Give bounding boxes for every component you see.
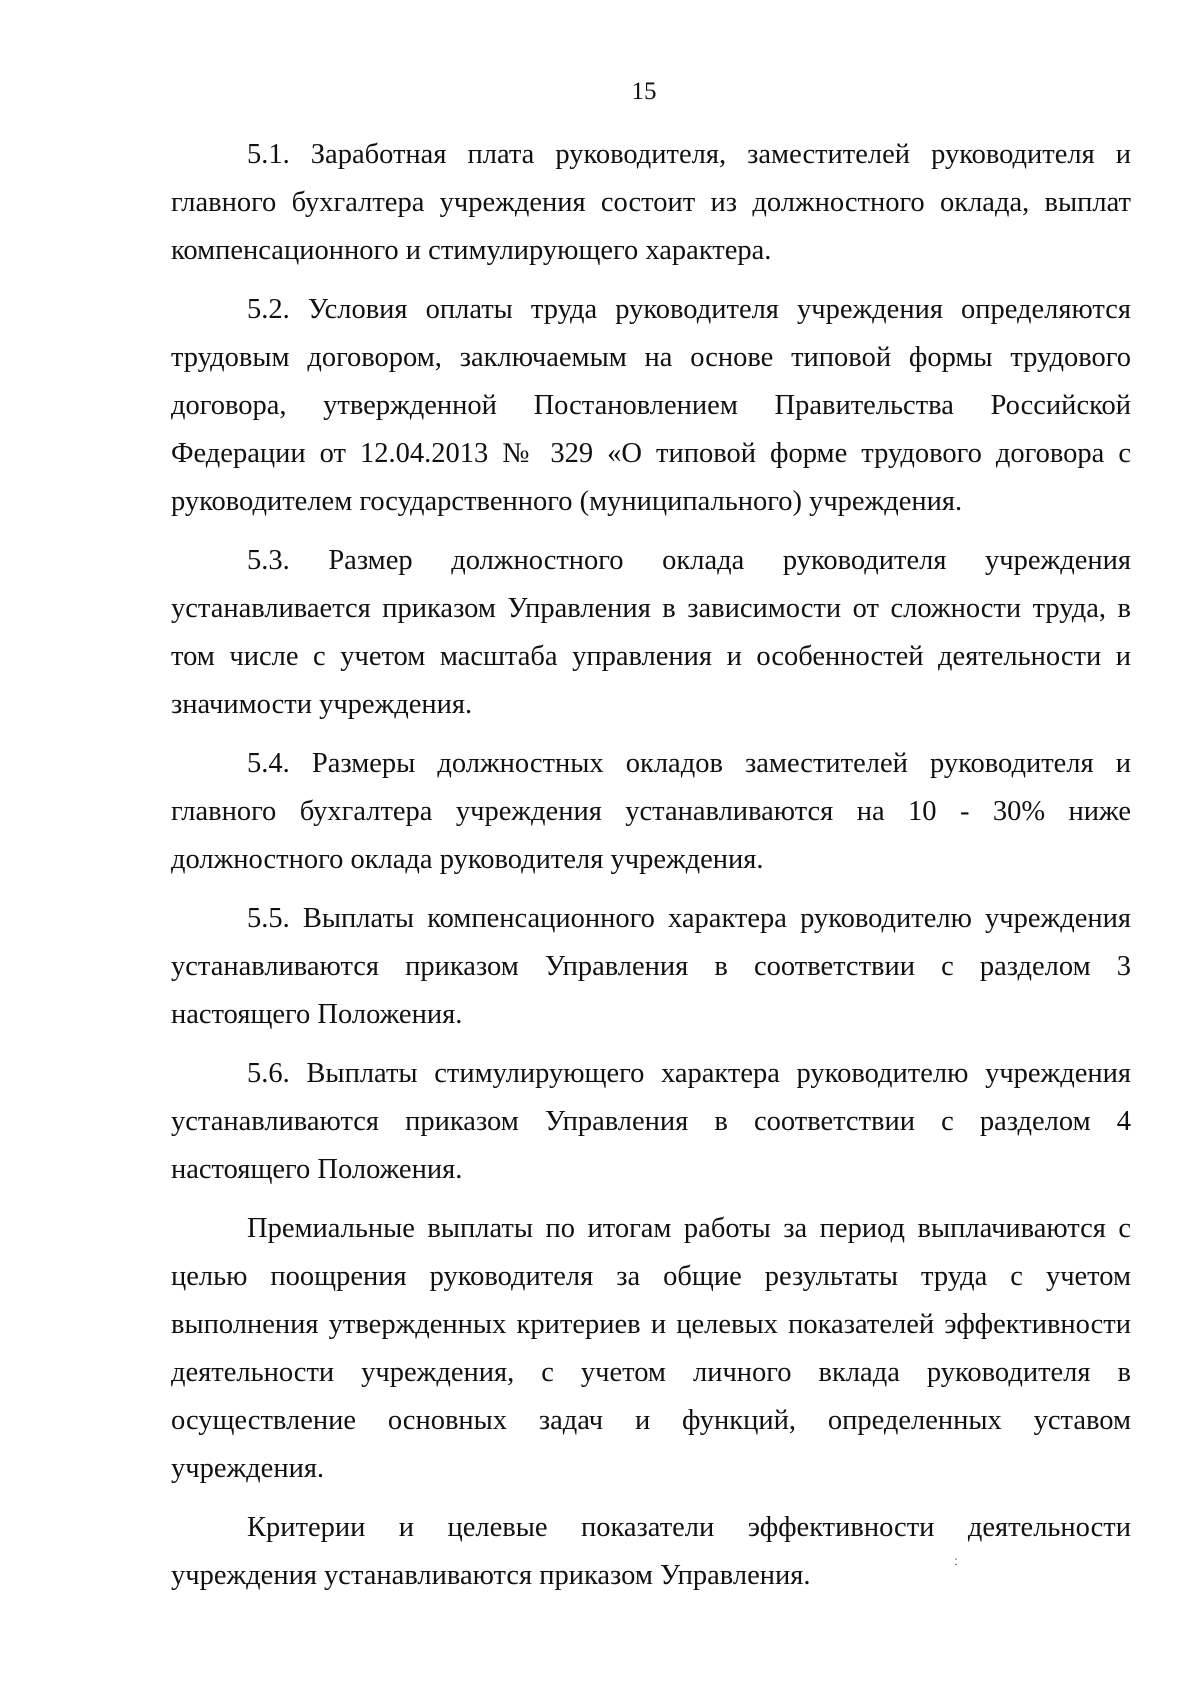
paragraph-bonus-payments: Премиальные выплаты по итогам работы за период выплачиваются с целью поощрения руководителя за общие результаты труда с учетом выполнения утвержденных критериев и целевых показателей эффективности деятельности учреждения, с учетом личного вклада руководителя в осуществление основных задач и функций, определенных уставом учреждения. <box>171 1213 1131 1484</box>
paragraph-5-2: 5.2. Условия оплаты труда руководителя учреждения определяются трудовым договором, заключаемым на основе типовой формы трудового договора, утвержденной Постановлением Правительства Российской Федерации от 12.04.2013 № 329 «О типовой форме трудового договора с руководителем государственного (муниципального) учреждения. <box>171 294 1131 517</box>
page-number: 15 <box>631 78 657 105</box>
paragraph-5-6: 5.6. Выплаты стимулирующего характера руководителю учреждения устанавливаются приказом Управления в соответствии с разделом 4 настоящего Положения. <box>171 1058 1131 1185</box>
paragraph-5-1: 5.1. Заработная плата руководителя, заместителей руководителя и главного бухгалтера учреждения состоит из должностного оклада, выплат компенсационного и стимулирующего характера. <box>171 139 1131 266</box>
scan-artifact-mark: ː <box>954 1554 958 1569</box>
paragraph-5-4: 5.4. Размеры должностных окладов заместителей руководителя и главного бухгалтера учреждения устанавливаются на 10 - 30% ниже должностного оклада руководителя учреждения. <box>171 748 1131 875</box>
paragraph-criteria: Критерии и целевые показатели эффективности деятельности учреждения устанавливаются приказом Управления. <box>171 1512 1131 1591</box>
paragraph-5-5: 5.5. Выплаты компенсационного характера руководителю учреждения устанавливаются приказом Управления в соответствии с разделом 3 настоящего Положения. <box>171 903 1131 1030</box>
document-body <box>171 131 1131 1611</box>
paragraph-5-3: 5.3. Размер должностного оклада руководителя учреждения устанавливается приказом Управления в зависимости от сложности труда, в том числе с учетом масштаба управления и особенностей деятельности и значимости учреждения. <box>171 545 1131 720</box>
